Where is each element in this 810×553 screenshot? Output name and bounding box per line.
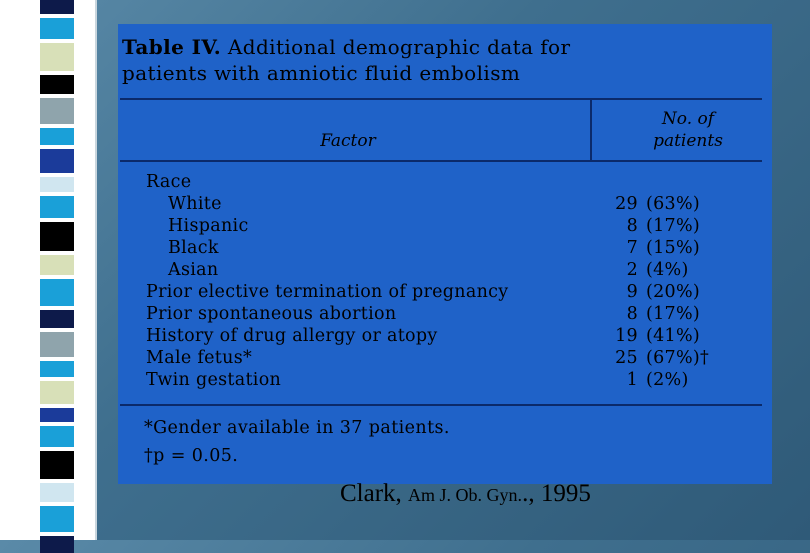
row-factor: Black: [168, 238, 219, 258]
table-row: [118, 370, 772, 392]
row-percent: (4%): [646, 260, 689, 280]
row-factor: Prior spontaneous abortion: [146, 304, 397, 324]
column-header-patients-line2: patients: [653, 131, 723, 151]
decorative-stripe: [40, 18, 74, 39]
citation-author: Clark,: [340, 480, 402, 507]
decorative-stripe: [40, 536, 74, 553]
table-title-line1: Additional demographic data for: [227, 35, 571, 59]
header-column-divider: [590, 98, 592, 160]
row-percent: (17%): [646, 304, 701, 324]
citation-year: ., 1995: [522, 480, 591, 507]
decorative-stripe: [40, 128, 74, 145]
decorative-stripe: [40, 408, 74, 422]
citation: [340, 480, 591, 508]
row-percent: (20%): [646, 282, 701, 302]
row-percent: (63%): [646, 194, 701, 214]
table-row: [118, 260, 772, 282]
row-factor: Prior elective termination of pregnancy: [146, 282, 509, 302]
decorative-stripe: [40, 75, 74, 94]
row-count: 29: [615, 194, 638, 214]
row-percent: (2%): [646, 370, 689, 390]
row-factor: Twin gestation: [146, 370, 282, 390]
row-count: 8: [626, 216, 638, 236]
decorative-stripe: [40, 255, 74, 275]
row-percent: (15%): [646, 238, 701, 258]
row-factor: History of drug allergy or atopy: [146, 326, 438, 346]
table-row: [118, 304, 772, 326]
decorative-stripe: [40, 98, 74, 124]
row-percent: (41%): [646, 326, 701, 346]
row-factor: Asian: [168, 260, 219, 280]
row-factor: Race: [146, 172, 192, 192]
decorative-stripe: [40, 0, 74, 14]
row-count: 2: [626, 260, 638, 280]
row-count: 19: [615, 326, 638, 346]
decorative-stripe: [40, 426, 74, 447]
decorative-stripe: [40, 381, 74, 404]
footnote-gender: *Gender available in 37 patients.: [144, 418, 450, 438]
table-top-rule: [120, 98, 762, 100]
table-panel: [118, 24, 772, 484]
row-count: 1: [626, 370, 638, 390]
decorative-stripe: [40, 279, 74, 306]
column-header-factor: Factor: [320, 131, 376, 151]
column-header-patients-line1: No. of: [661, 109, 715, 129]
table-title-line2: patients with amniotic fluid embolism: [122, 61, 521, 85]
row-factor: Hispanic: [168, 216, 249, 236]
table-row: [118, 348, 772, 370]
decorative-stripe-column: [0, 0, 96, 540]
column-header-patients: [628, 108, 748, 152]
table-row: [118, 238, 772, 260]
citation-journal: Am J. Ob. Gyn.: [408, 485, 523, 505]
decorative-stripe: [40, 332, 74, 357]
table-title: [122, 34, 762, 86]
table-row: [118, 194, 772, 216]
footnote-p-value: †p = 0.05.: [144, 446, 239, 466]
row-count: 7: [626, 238, 638, 258]
table-header-rule: [120, 160, 762, 162]
row-percent: (67%)†: [646, 348, 710, 368]
decorative-stripe: [40, 506, 74, 532]
row-factor: White: [168, 194, 222, 214]
decorative-stripe: [40, 177, 74, 192]
decorative-stripe: [40, 149, 74, 173]
decorative-stripe: [40, 310, 74, 328]
table-row: [118, 172, 772, 194]
decorative-stripe: [40, 483, 74, 502]
row-factor: Male fetus*: [146, 348, 253, 368]
table-row: [118, 282, 772, 304]
decorative-stripe: [40, 43, 74, 71]
decorative-stripe: [40, 222, 74, 251]
table-row: [118, 326, 772, 348]
decorative-stripe: [40, 196, 74, 218]
table-label: Table IV.: [122, 35, 222, 59]
row-count: 25: [615, 348, 638, 368]
row-count: 8: [626, 304, 638, 324]
decorative-stripe: [40, 451, 74, 479]
row-percent: (17%): [646, 216, 701, 236]
table-row: [118, 216, 772, 238]
vertical-divider: [95, 0, 97, 540]
row-count: 9: [626, 282, 638, 302]
decorative-stripe: [40, 361, 74, 377]
table-bottom-rule: [120, 404, 762, 406]
